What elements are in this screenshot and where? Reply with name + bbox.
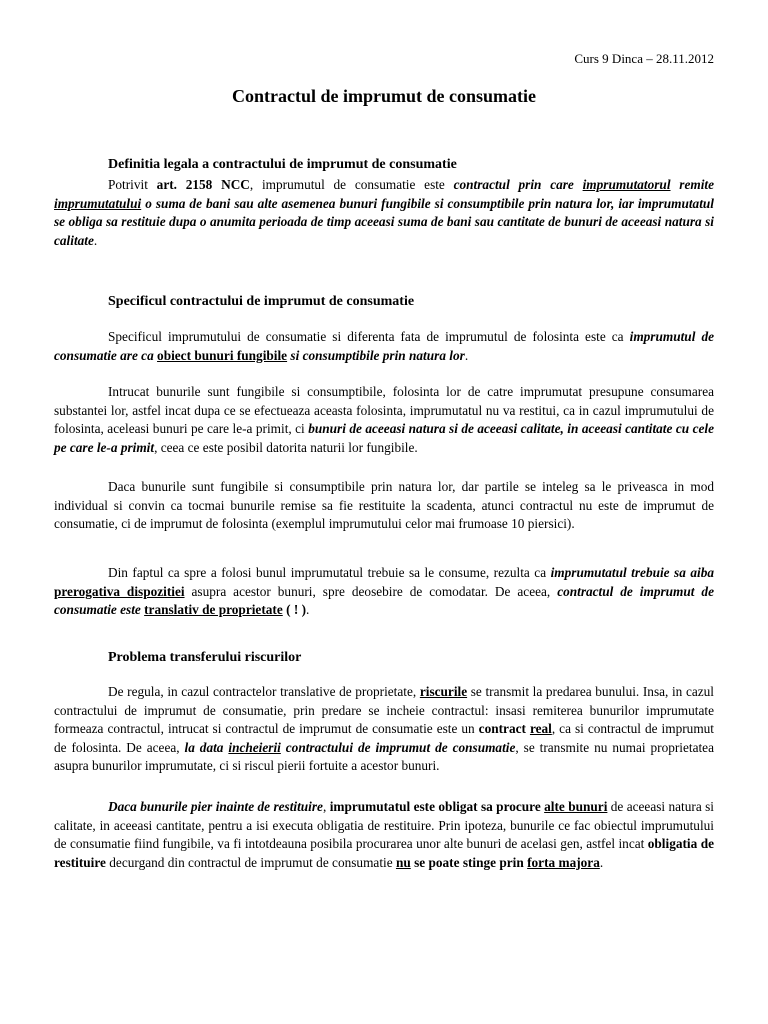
text-run: se transmit la predarea bunului. Insa, in cazul contractului de imprumut de consumatie, prin predare se incheie contractul: insasi remiterea bunurilor imprumutate formeaza contractul, intrucat si contractul de imprumut de consumatie este un: [54, 684, 714, 737]
section-heading-risks: Problema transferului riscurilor: [108, 650, 302, 665]
text-run: , ceea ce este posibil datorita naturii lor fungibile.: [154, 439, 418, 455]
text-run: , se transmite nu numai proprietatea asupra bunurilor imprumutate, ci si riscul pierii fortuite a acestor bunuri.: [54, 739, 714, 774]
text-run: , ca si contractul de imprumut de folosinta. De aceea,: [54, 721, 715, 755]
text-run: decurgand din contractul de imprumut de consumatie: [105, 854, 396, 870]
text-run-bold: obligatia de restituire: [54, 836, 714, 870]
section-heading-specific: Specificul contractului de imprumut de consumatie: [108, 294, 415, 309]
paragraph-risks-1: [54, 683, 714, 776]
text-run-bold-italic: o suma de bani sau alte asemenea bunuri fungibile si consumptibile prin natura lor, iar imprumutatul se obliga sa restituie dupa o anumita perioada de timp aceeasi suma de bani sau cantitate de bunuri de aceeasi natura si calitate: [54, 195, 714, 248]
text-run: Intrucat bunurile sunt fungibile si consumptibile, folosinta lor de catre imprumutat presupune consumarea substantei lor, astfel incat dupa ce se efectueaza aceasta folosinta, imprumutatul nu va restitui, ca in cazul imprumutului de folosinta, aceleasi bunuri pe care le-a primit, ci: [54, 384, 714, 437]
paragraph-risks-2: [54, 798, 714, 872]
section-heading-definition: Definitia legala a contractului de imprumut de consumatie: [108, 157, 457, 172]
text-run-bold: art. 2158 NCC: [156, 177, 250, 192]
text-run-bold: imprumutatul este obligat sa procure: [329, 799, 545, 814]
text-run-bold: se poate stinge prin: [410, 854, 528, 870]
text-run: , imprumutul de consumatie este: [249, 177, 454, 192]
text-run: .: [306, 602, 310, 618]
paragraph-definition: [54, 176, 714, 250]
text-run-bold-underline: obiect bunuri fungibile: [157, 347, 288, 363]
text-run: .: [599, 854, 604, 870]
course-header: Curs 9 Dinca – 28.11.2012: [574, 51, 714, 66]
text-run: .: [464, 347, 469, 363]
text-run-bold-underline: translativ de proprietate: [144, 602, 283, 618]
text-run-bold-italic-underline: incheierii: [228, 739, 281, 755]
text-run-bold-underline: prerogativa dispozitiei: [54, 583, 185, 599]
text-run: Daca bunurile sunt fungibile si consumptibile prin natura lor, dar partile se inteleg sa le priveasca in mod individual si convin ca tocmai bunurile remise sa fie restituite la scadenta, atunci contractul nu este de imprumut de consumatie, ci de imprumut de folosinta (exemplul imprumutului celor mai frumoase 10 piersici).: [54, 479, 714, 532]
text-run-bold-italic: si consumptibile prin natura lor: [287, 347, 465, 363]
text-run-bold-underline: forta majora: [527, 854, 600, 870]
text-run-bold-italic: la data: [184, 739, 229, 755]
text-run-bold-underline: alte bunuri: [544, 799, 608, 814]
page-title: Contractul de imprumut de consumatie: [232, 86, 536, 106]
paragraph-specific-1: [54, 328, 714, 365]
text-run-bold-italic: remite: [670, 177, 714, 192]
text-run-bold-italic: imprumutatul trebuie sa aiba: [550, 565, 714, 580]
text-run-bold: contract: [478, 721, 530, 737]
text-run-bold-italic-underline: imprumutatului: [54, 195, 142, 211]
text-run: Specificul imprumutului de consumatie si diferenta fata de imprumutul de folosinta este ca: [108, 329, 630, 344]
text-run: De regula, in cazul contractelor translative de proprietate,: [108, 684, 420, 699]
text-run-bold-italic: imprumutul de consumatie are ca: [54, 329, 714, 363]
paragraph-specific-2: [54, 383, 714, 457]
paragraph-specific-3: [54, 478, 714, 534]
text-run: Din faptul ca spre a folosi bunul imprumutatul trebuie sa le consume, rezulta ca: [108, 565, 551, 580]
text-run-bold-italic: Daca bunurile pier inainte de restituire: [108, 799, 323, 814]
text-run: asupra acestor bunuri, spre deosebire de comodatar. De aceea,: [184, 583, 558, 599]
text-run-bold-italic-underline: imprumutatorul: [582, 177, 671, 192]
text-run: ,: [322, 799, 330, 814]
text-run-bold-italic: contractul prin care: [453, 177, 583, 192]
paragraph-specific-4: [54, 564, 714, 620]
text-run: .: [93, 232, 98, 248]
text-run-bold-italic: contractul de imprumut de consumatie este: [54, 583, 714, 618]
text-run-bold-italic: contractului de imprumut de consumatie: [280, 739, 516, 755]
text-run-bold-underline: riscurile: [419, 684, 468, 699]
text-run-bold: ( ! ): [282, 602, 307, 618]
text-run: Potrivit: [108, 177, 157, 192]
text-run-bold-underline: nu: [395, 854, 411, 870]
text-run: de aceeasi natura si calitate, in aceeasi cantitate, pentru a isi executa obligatia de restituire. Prin ipoteza, bunurile ce fac obiectul imprumutului de consumatie fiind fungibile, va fi intotdeauna posibila procurarea unor alte bunuri de acelasi gen, astfel incat: [54, 799, 714, 852]
text-run-bold-underline: real: [529, 721, 552, 737]
text-run-bold-italic: bunuri de aceeasi natura si de aceeasi calitate, in aceeasi cantitate cu cele pe care le-a primit: [54, 421, 714, 455]
